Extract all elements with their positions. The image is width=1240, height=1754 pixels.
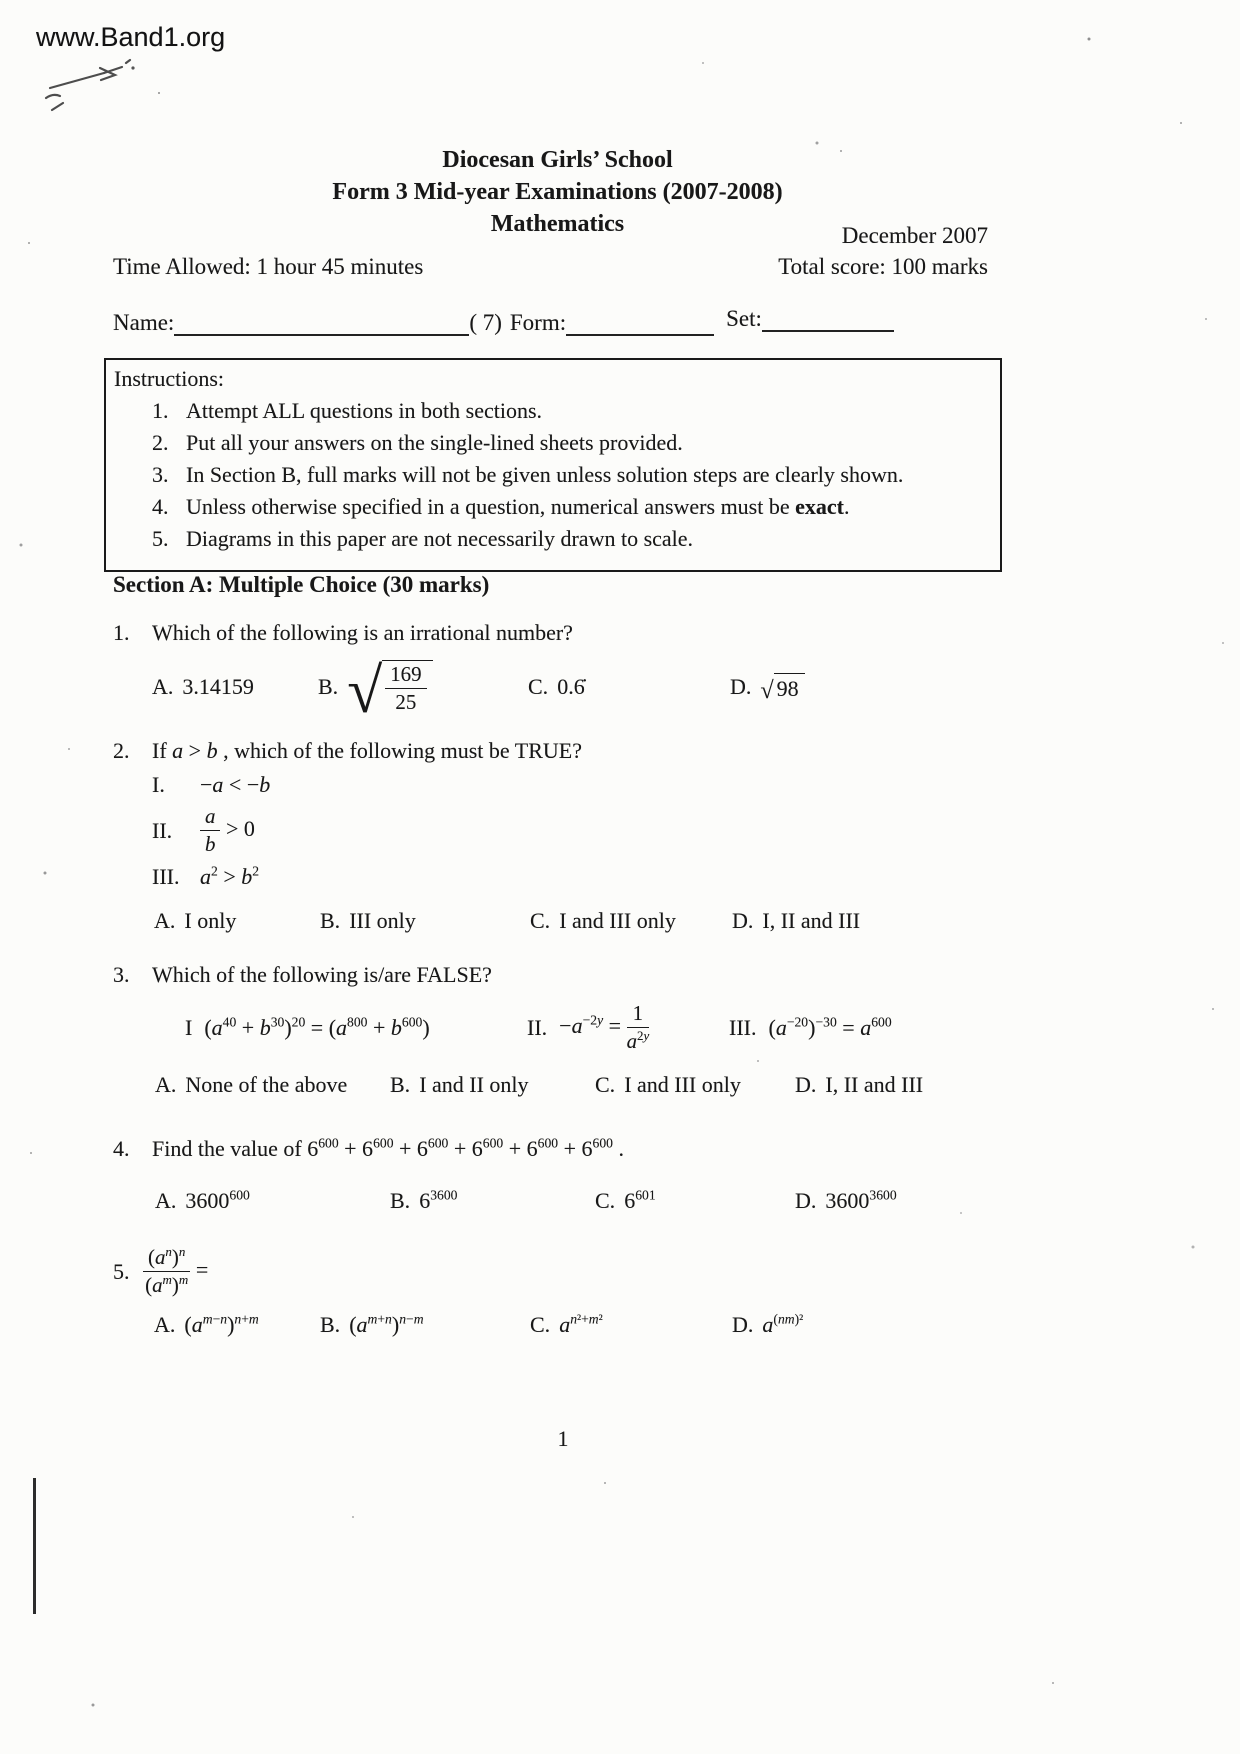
instruction-text: Diagrams in this paper are not necessarily drawn to scale. [186, 526, 694, 551]
name-row [113, 298, 963, 336]
option-value: √ $\frac{169}{25}$ [347, 660, 432, 715]
statement-number: III. [729, 1014, 757, 1040]
question-2 [113, 738, 1125, 934]
instruction-number: 5. [152, 526, 169, 551]
date-score-block [778, 220, 988, 282]
statement-math: $\frac{a}{b}$ > 0 [200, 805, 255, 857]
option-label: B. [390, 1071, 411, 1097]
statement-number: II. [527, 1014, 548, 1040]
option-label: A. [154, 907, 176, 933]
form-blank [566, 304, 714, 336]
option [530, 908, 732, 934]
instruction-item [114, 429, 988, 456]
option-value: I and III only [559, 907, 676, 933]
option [595, 1072, 795, 1098]
option [528, 674, 730, 700]
statement-math: $(a^{-20})^{-30} = a^{600}$ [768, 1014, 892, 1040]
option [320, 908, 530, 934]
option-value: $3600^{3600}$ [825, 1187, 897, 1213]
options-row [113, 1072, 1125, 1098]
option-label: B. [320, 907, 341, 933]
instruction-text: Unless otherwise specified in a question, numerical answers must be exact. [186, 494, 850, 519]
school-name: Diocesan Girls’ School [442, 147, 673, 173]
question-1 [113, 620, 1125, 727]
question-stem [113, 962, 1125, 988]
question-number: 4. [113, 1136, 130, 1161]
instruction-item [114, 493, 988, 520]
question-stem [113, 1246, 1125, 1298]
statement-number: I [185, 1014, 193, 1040]
question-text: Find the value of $6^{600} + 6^{600} + 6^{600} + 6^{600} + 6^{600} + 6^{600}$ . [152, 1135, 624, 1161]
option-label: B. [318, 674, 339, 699]
option-value: None of the above [185, 1071, 348, 1097]
question-number: 3. [113, 962, 130, 987]
statement-number: I. [152, 772, 165, 797]
statements [113, 772, 1125, 890]
scan-noise [0, 0, 2, 2]
statement-number: III. [152, 863, 180, 889]
option-label: A. [155, 1071, 177, 1097]
exam-title: Form 3 Mid-year Examinations (2007-2008) [332, 179, 783, 205]
option-value: I and II only [419, 1071, 529, 1097]
set-blank [762, 300, 894, 332]
question-3 [113, 962, 1125, 1098]
option-label: B. [320, 1311, 341, 1337]
option [155, 1072, 390, 1098]
instruction-item [114, 397, 988, 424]
time-allowed: Time Allowed: 1 hour 45 minutes [113, 254, 424, 279]
option-value: $(a^{m+n})^{n-m}$ [349, 1311, 424, 1337]
statement-math: $a^2 > b^2$ [200, 863, 260, 889]
option [154, 908, 320, 934]
statement [185, 1015, 527, 1041]
option [390, 1188, 595, 1214]
scan-artifact-line [33, 1478, 36, 1614]
option-label: C. [530, 1311, 551, 1337]
option [732, 908, 1125, 934]
option-label: C. [595, 1071, 616, 1097]
option-label: D. [730, 673, 752, 699]
statement [152, 864, 1125, 890]
option-value: I, II and III [762, 907, 861, 933]
statement-number: II. [152, 817, 173, 843]
statement [527, 1002, 729, 1054]
instruction-number: 2. [152, 430, 169, 455]
set-label: Set: [726, 306, 762, 331]
instruction-text: Put all your answers on the single-lined sheets provided. [186, 430, 683, 455]
option [152, 674, 318, 700]
option-value: $(a^{m-n})^{n+m}$ [184, 1311, 259, 1337]
class-number: ( 7) [469, 310, 502, 335]
watermark: www.Band1.org [36, 22, 226, 52]
option-label: D. [732, 1311, 754, 1337]
instruction-number: 3. [152, 462, 169, 487]
instructions-title: Instructions: [114, 366, 224, 391]
option-value: $6^{3600}$ [419, 1187, 458, 1213]
option [795, 1072, 1125, 1098]
question-text: Which of the following is/are FALSE? [152, 962, 492, 987]
option [595, 1188, 795, 1214]
question-number: 1. [113, 620, 130, 645]
option-label: C. [595, 1188, 616, 1213]
statement [152, 805, 1125, 857]
option-value: III only [349, 907, 416, 933]
option [155, 1188, 390, 1214]
option-label: C. [530, 907, 551, 933]
question-stem [113, 738, 1125, 764]
option-label: B. [390, 1188, 411, 1213]
option-value: I, II and III [825, 1071, 924, 1097]
option-value: I only [184, 907, 237, 933]
options-row [113, 908, 1125, 934]
instruction-text: In Section B, full marks will not be given unless solution steps are clearly shown. [186, 462, 904, 487]
statement-math: $-a^{-2y}$ = $\frac{1}{a^{2y}}$ [559, 1001, 650, 1054]
option [318, 655, 528, 727]
option [730, 672, 1125, 705]
page-number: 1 [557, 1426, 569, 1451]
question-text: If a > b , which of the following must be TRUE? [152, 738, 582, 763]
option-label: A. [154, 1311, 176, 1337]
option [154, 1312, 320, 1338]
options-row [113, 1312, 1125, 1338]
instruction-item [114, 461, 988, 488]
option [732, 1312, 1125, 1338]
total-score: Total score: 100 marks [778, 254, 988, 279]
instruction-item [114, 525, 988, 552]
question-text: Which of the following is an irrational number? [152, 620, 573, 645]
options-row [113, 655, 1125, 727]
option-value: $a^{(nm)^2}$ [762, 1311, 804, 1337]
question-number: 5. [113, 1258, 130, 1284]
statements-row [113, 1002, 1125, 1054]
option-label: D. [795, 1071, 817, 1097]
option-label: A. [152, 674, 174, 699]
option-value: 3.14159 [182, 674, 254, 699]
option [390, 1072, 595, 1098]
name-blank [174, 304, 469, 336]
option-value: 0.6̇ [557, 674, 585, 699]
instruction-number: 1. [152, 398, 169, 423]
option-label: C. [528, 674, 549, 699]
statement-math: $(a^{40} + b^{30})^{20} = (a^{800} + b^{600})$ [204, 1014, 430, 1040]
question-number: 2. [113, 738, 130, 763]
exam-subject: Mathematics [490, 211, 625, 237]
instructions-box [104, 358, 1002, 572]
question-stem [113, 620, 1125, 646]
option-label: D. [732, 907, 754, 933]
question-text: $\frac{(a^n)^n}{(a^m)^m}$ = [143, 1246, 1125, 1298]
option-value: $6^{601}$ [624, 1187, 656, 1213]
instruction-text: Attempt ALL questions in both sections. [186, 398, 543, 423]
option-value: I and III only [624, 1071, 741, 1097]
option-label: D. [795, 1188, 817, 1213]
option-value: $a^{n^2+m^2}$ [559, 1311, 603, 1337]
options-row [113, 1188, 1125, 1214]
option-label: A. [155, 1188, 177, 1213]
exam-date: December 2007 [841, 223, 988, 248]
question-5 [113, 1246, 1125, 1338]
option [795, 1188, 1125, 1214]
option [530, 1312, 732, 1338]
statement-math: −a < −b [200, 772, 271, 797]
instruction-number: 4. [152, 494, 169, 519]
option-value: √ 98 [760, 672, 804, 701]
statement [729, 1015, 1125, 1041]
question-stem [113, 1136, 1125, 1162]
name-label: Name: [113, 310, 175, 335]
form-label: Form: [509, 310, 567, 335]
option-value: 3600$^{600}$ [185, 1187, 250, 1213]
statement [152, 772, 1125, 798]
question-4 [113, 1136, 1125, 1214]
option [320, 1312, 530, 1338]
pencil-scribble-icon [40, 56, 140, 118]
section-a-title: Section A: Multiple Choice (30 marks) [113, 572, 490, 597]
